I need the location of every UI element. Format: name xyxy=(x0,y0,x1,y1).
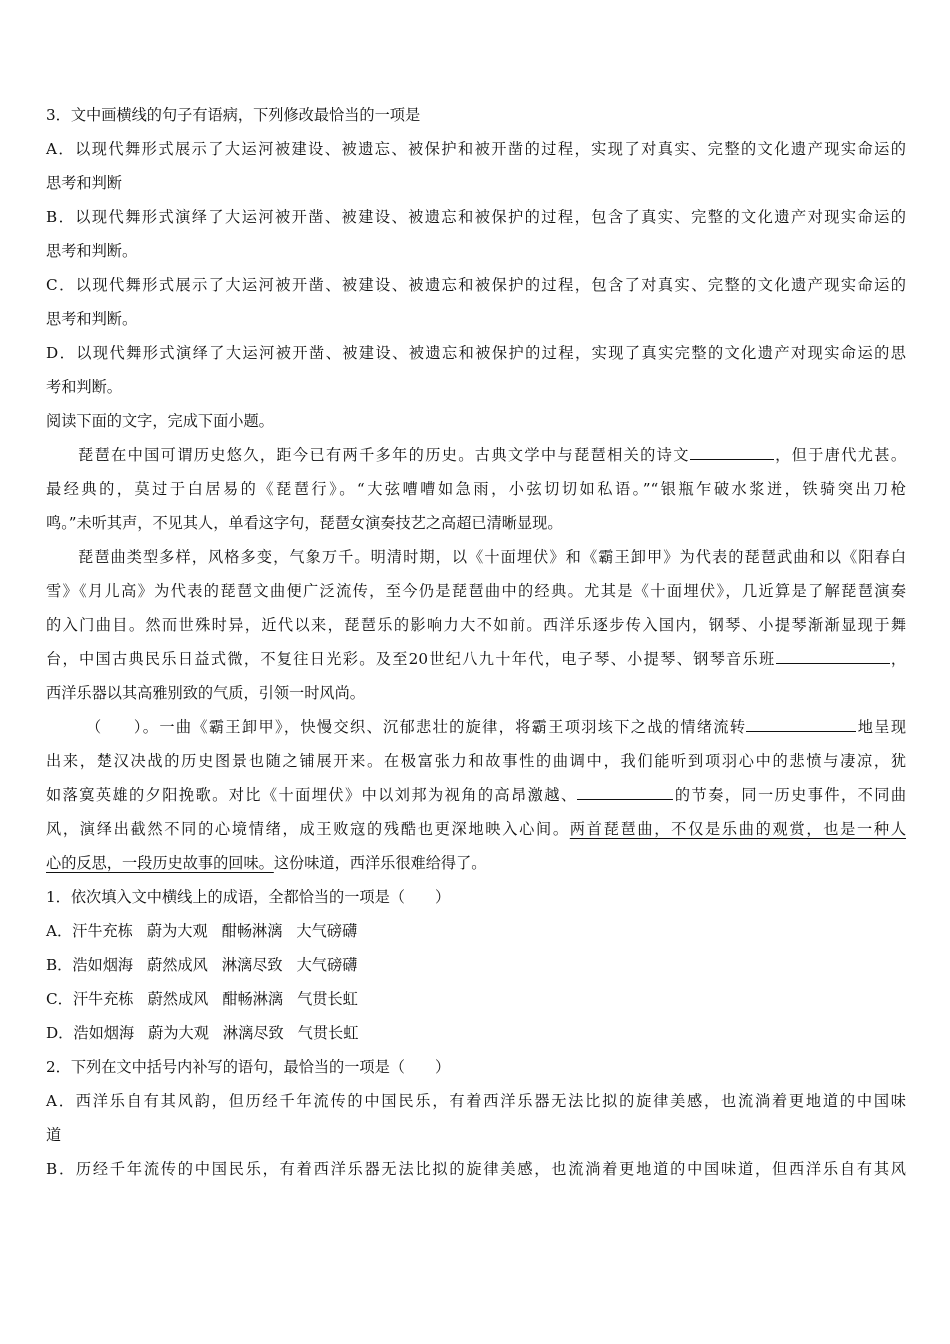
p1-line3: 鸣。”未听其声，不见其人，单看这字句，琵琶女演奏技艺之高超已清晰显现。 xyxy=(46,514,563,532)
exam-page xyxy=(46,98,906,1186)
p2-line3: 的入门曲目。然而世殊时异，近代以来，琵琶乐的影响力大不如前。西洋乐逐步传入国内，钢琴、小提琴渐渐显现于舞 xyxy=(46,616,906,634)
q2-stem: 2．下列在文中括号内补写的语句，最恰当的一项是（ ） xyxy=(46,1058,451,1076)
q2-option-a-line2: 道 xyxy=(46,1126,62,1144)
reading-paragraph-1 xyxy=(46,438,906,540)
q1-option-c: C．汗牛充栋 蔚然成风 酣畅淋漓 气贯长虹 xyxy=(46,990,358,1008)
p3-line4: 风，演绎出截然不同的心境情绪，成王败寇的残酷也更深地映入心间。两首琵琶曲，不仅是乐曲的观赏，也是一种人 xyxy=(46,820,907,838)
q3-option-b-line1: B．以现代舞形式演绎了大运河被开凿、被建设、被遗忘和被保护的过程，包含了真实、完整的文化遗产对现实命运的 xyxy=(46,208,906,226)
p3-line1: （ ）。一曲《霸王卸甲》，快慢交织、沉郁悲壮的旋律，将霸王项羽垓下之战的情绪流转 地呈现 xyxy=(46,710,906,744)
fill-blank-1 xyxy=(690,441,774,460)
q2-option-a-line1: A．西洋乐自有其风韵，但历经千年流传的中国民乐，有着西洋乐器无法比拟的旋律美感，也流淌着更地道的中国味 xyxy=(46,1092,906,1110)
q1-option-b: B．浩如烟海 蔚然成风 淋漓尽致 大气磅礴 xyxy=(46,956,358,974)
q1-stem: 1．依次填入文中横线上的成语，全都恰当的一项是（ ） xyxy=(46,888,451,906)
p1-line2: 最经典的，莫过于白居易的《琵琶行》。“大弦嘈嘈如急雨，小弦切切如私语。”“银瓶乍破水浆迸，铁骑突出刀枪 xyxy=(46,480,906,498)
reading-intro: 阅读下面的文字，完成下面小题。 xyxy=(46,412,274,430)
p3-line5: 心的反思，一段历史故事的回味。这份味道，西洋乐很难给得了。 xyxy=(46,854,487,872)
q1-option-d: D．浩如烟海 蔚为大观 淋漓尽致 气贯长虹 xyxy=(46,1024,359,1042)
underlined-sentence-part2: 心的反思，一段历史故事的回味。 xyxy=(46,854,274,872)
q3-option-b-line2: 思考和判断。 xyxy=(46,242,138,260)
p2-line2: 雪》《月儿高》为代表的琵琶文曲便广泛流传，至今仍是琵琶曲中的经典。尤其是《十面埋伏》，几近算是了解琵琶演奏 xyxy=(46,582,906,600)
reading-paragraph-2 xyxy=(46,540,906,710)
fill-blank-3 xyxy=(746,713,856,732)
p3-line2: 出来，楚汉决战的历史图景也随之铺展开来。在极富张力和故事性的曲调中，我们能听到项羽心中的悲愤与凄凉，犹 xyxy=(46,752,906,770)
q3-option-d-line1: D．以现代舞形式演绎了大运河被开凿、被建设、被遗忘和被保护的过程，实现了真实完整的文化遗产对现实命运的思 xyxy=(46,344,906,362)
p2-line1: 琵琶曲类型多样，风格多变，气象万千。明清时期，以《十面埋伏》和《霸王卸甲》为代表的琵琶武曲和以《阳春白 xyxy=(78,548,906,566)
q3-option-c-line2: 思考和判断。 xyxy=(46,310,138,328)
underlined-sentence-part1: 两首琵琶曲，不仅是乐曲的观赏，也是一种人 xyxy=(569,820,907,838)
p3-line3: 如落寞英雄的夕阳挽歌。对比《十面埋伏》中以刘邦为视角的高昂激越、 的节奏，同一历史事件，不同曲 xyxy=(46,778,906,812)
q3-option-d-line2: 考和判断。 xyxy=(46,378,122,396)
q3-option-c-line1: C．以现代舞形式展示了大运河被开凿、被建设、被遗忘和被保护的过程，包含了对真实、完整的文化遗产现实命运的 xyxy=(46,276,906,294)
q3-option-a-line1: A．以现代舞形式展示了大运河被建设、被遗忘、被保护和被开凿的过程，实现了对真实、完整的文化遗产现实命运的 xyxy=(46,140,906,158)
p1-line1: 琵琶在中国可谓历史悠久，距今已有两千多年的历史。古典文学中与琵琶相关的诗文 ，但于唐代尤甚。 xyxy=(46,438,906,472)
q1-option-a: A．汗牛充栋 蔚为大观 酣畅淋漓 大气磅礴 xyxy=(46,922,358,940)
q3-option-a-line2: 思考和判断 xyxy=(46,174,122,192)
q2-option-b-line1: B．历经千年流传的中国民乐，有着西洋乐器无法比拟的旋律美感，也流淌着更地道的中国味道，但西洋乐自有其风 xyxy=(46,1160,906,1178)
fill-blank-2 xyxy=(776,645,890,664)
answer-paren-close: ） xyxy=(132,718,143,736)
reading-paragraph-3 xyxy=(46,710,906,880)
p2-line4: 台，中国古典民乐日益式微，不复往日光彩。及至20世纪八九十年代，电子琴、小提琴、钢琴音乐班 ， xyxy=(46,642,906,676)
answer-paren-open: （ xyxy=(86,718,103,736)
q3-stem: 3．文中画横线的句子有语病，下列修改最恰当的一项是 xyxy=(46,106,421,124)
fill-blank-4 xyxy=(577,781,673,800)
p2-line5: 西洋乐器以其高雅别致的气质，引领一时风尚。 xyxy=(46,684,365,702)
